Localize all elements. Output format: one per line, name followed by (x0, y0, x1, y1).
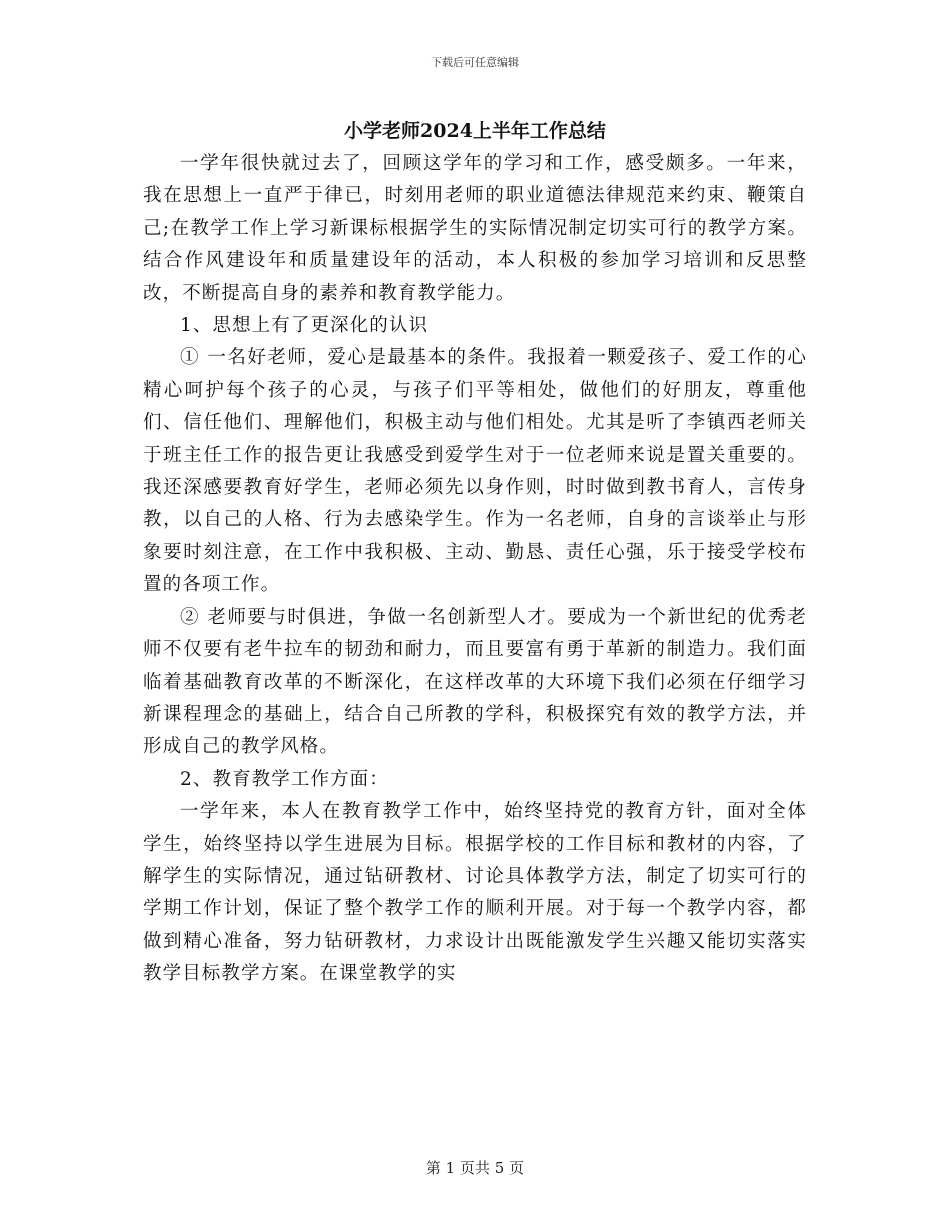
paragraph-intro: 一学年很快就过去了，回顾这学年的学习和工作，感受颇多。一年来，我在思想上一直严于律已，时刻用老师的职业道德法律规范来约束、鞭策自己;在教学工作上学习新课标根据学生的实际情况制定切实可行的教学方案。结合作风建设年和质量建设年的活动，本人积极的参加学习培训和反思整改，不断提高自身的素养和教育教学能力。 (143, 153, 807, 304)
document-body (143, 148, 807, 991)
page-number: 第 1 页共 5 页 (425, 1159, 525, 1177)
section-heading-1: 1、思想上有了更深化的认识 (180, 315, 429, 337)
paragraph-point-1: ① 一名好老师，爱心是最基本的条件。我报着一颗爱孩子、爱工作的心精心呵护每个孩子的心灵，与孩子们平等相处，做他们的好朋友，尊重他们、信任他们、理解他们，积极主动与他们相处。尤其是听了李镇西老师关于班主任工作的报告更让我感受到爱学生对于一位老师来说是置关重要的。我还深感要教育好学生，老师必须先以身作则，时时做到教书育人，言传身教，以自己的人格、行为去感染学生。作为一名老师，自身的言谈举止与形象要时刻注意，在工作中我积极、主动、勤恳、责任心强，乐于接受学校布置的各项工作。 (143, 347, 807, 596)
paragraph-teaching: 一学年来，本人在教育教学工作中，始终坚持党的教育方针，面对全体学生，始终坚持以学生进展为目标。根据学校的工作目标和教材的内容，了解学生的实际情况，通过钻研教材、讨论具体教学方法，制定了切实可行的学期工作计划，保证了整个教学工作的顺利开展。对于每一个教学内容，都做到精心准备，努力钻研教材，力求设计出既能激发学生兴趣又能切实落实教学目标教学方案。在课堂教学的实 (143, 801, 807, 985)
paragraph-point-2: ② 老师要与时俱进，争做一名创新型人才。要成为一个新世纪的优秀老师不仅要有老牛拉车的韧劲和耐力，而且要富有勇于革新的制造力。我们面临着基础教育改革的不断深化，在这样改革的大环境下我们必须在仔细学习新课程理念的基础上，结合自己所教的学科，积极探究有效的教学方法，并形成自己的教学风格。 (143, 606, 807, 758)
header-note: 下载后可任意编辑 (431, 56, 519, 69)
document-title: 小学老师2024上半年工作总结 (344, 120, 606, 142)
section-heading-2: 2、教育教学工作方面： (180, 768, 389, 790)
